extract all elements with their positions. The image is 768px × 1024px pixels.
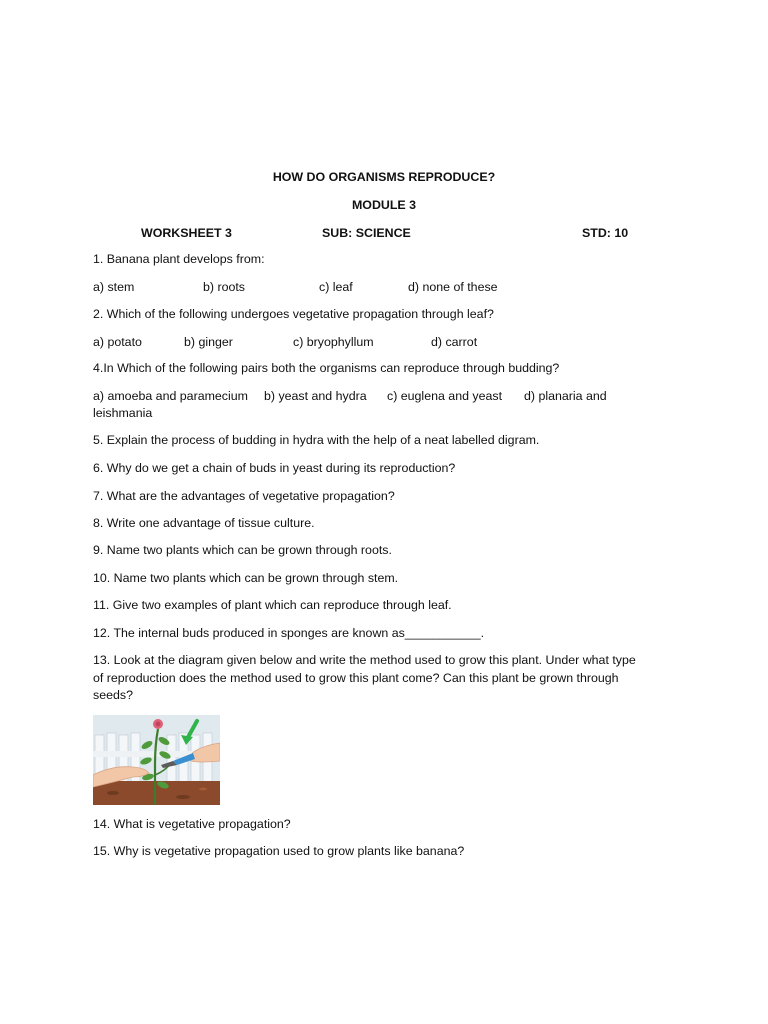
question-2-options: [93, 334, 693, 351]
question-13-line-1: 13. Look at the diagram given below and write the method used to grow this plant. Under what type: [93, 653, 636, 667]
question-4-options: [93, 388, 693, 405]
option-a: a) stem: [93, 280, 135, 294]
option-a: a) amoeba and paramecium: [93, 389, 248, 403]
option-a: a) potato: [93, 335, 142, 349]
question-11: 11. Give two examples of plant which can reproduce through leaf.: [93, 598, 452, 612]
option-d: d) none of these: [408, 280, 498, 294]
worksheet-title: HOW DO ORGANISMS REPRODUCE?: [272, 170, 496, 184]
question-12: 12. The internal buds produced in sponges are known as___________.: [93, 626, 485, 640]
question-7: 7. What are the advantages of vegetative propagation?: [93, 489, 395, 503]
question-2: 2. Which of the following undergoes vegetative propagation through leaf?: [93, 307, 494, 321]
option-b: b) ginger: [184, 335, 233, 349]
question-1-options: [93, 279, 693, 296]
question-1: 1. Banana plant develops from:: [93, 252, 265, 266]
question-8: 8. Write one advantage of tissue culture.: [93, 516, 315, 530]
plant-cutting-illustration-icon: [93, 715, 220, 805]
question-5: 5. Explain the process of budding in hydra with the help of a neat labelled digram.: [93, 433, 540, 447]
question-13-line-2: of reproduction does the method used to grow this plant come? Can this plant be grown through: [93, 671, 619, 685]
question-9: 9. Name two plants which can be grown through roots.: [93, 543, 392, 557]
subject-label: SUB: SCIENCE: [322, 226, 411, 240]
question-10: 10. Name two plants which can be grown through stem.: [93, 571, 399, 585]
question-14: 14. What is vegetative propagation?: [93, 817, 291, 831]
question-4: 4.In Which of the following pairs both the organisms can reproduce through budding?: [93, 361, 560, 375]
option-c: c) leaf: [319, 280, 353, 294]
worksheet-number: WORKSHEET 3: [141, 226, 232, 240]
option-d: d) planaria and: [524, 389, 607, 403]
question-13-line-3: seeds?: [93, 688, 133, 702]
question-15: 15. Why is vegetative propagation used to grow plants like banana?: [93, 844, 465, 858]
module-label: MODULE 3: [351, 198, 417, 212]
question-4-options-continued: leishmania: [93, 406, 153, 420]
standard-label: STD: 10: [582, 226, 629, 240]
option-c: c) bryophyllum: [293, 335, 374, 349]
option-c: c) euglena and yeast: [387, 389, 503, 403]
option-b: b) yeast and hydra: [264, 389, 367, 403]
option-b: b) roots: [203, 280, 246, 294]
option-d: d) carrot: [431, 335, 478, 349]
question-6: 6. Why do we get a chain of buds in yeast during its reproduction?: [93, 461, 456, 475]
